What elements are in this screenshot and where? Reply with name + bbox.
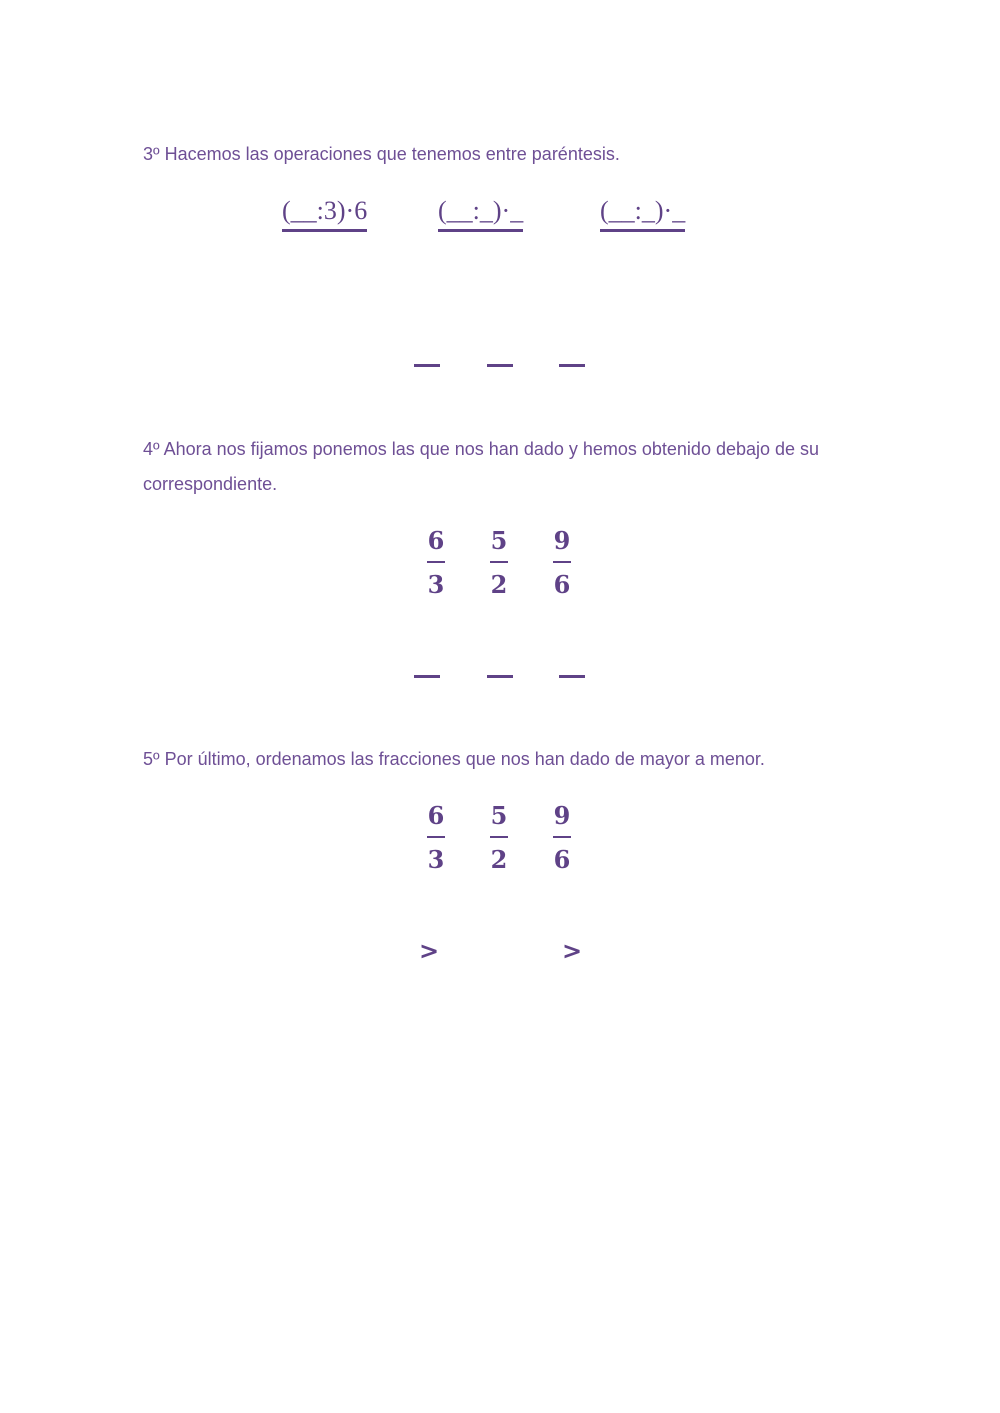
fraction-bar: [553, 836, 571, 838]
numerator: 5: [490, 526, 508, 555]
denominator: 2: [490, 845, 508, 874]
step3-instruction: 3º Hacemos las operaciones que tenemos entre paréntesis.: [143, 144, 620, 164]
result-blank-2[interactable]: [487, 364, 513, 367]
operation-1[interactable]: [282, 196, 367, 232]
numerator: 9: [553, 526, 571, 555]
fraction-bar: [490, 836, 508, 838]
operation-3-text: (__:_)·_: [600, 196, 686, 225]
fraction-bar: [553, 561, 571, 563]
operation-3-underline: [600, 229, 685, 232]
step4-instruction: 4º Ahora nos fijamos ponemos las que nos han dado y hemos obtenido debajo de su correspondiente.: [143, 439, 820, 494]
denominator: 3: [427, 845, 445, 874]
fraction-bar: [427, 561, 445, 563]
denominator: 6: [553, 570, 571, 599]
answer-blank-1[interactable]: [414, 675, 440, 678]
answer-blank-3[interactable]: [559, 675, 585, 678]
operation-1-underline: [282, 229, 367, 232]
step5-fraction-1[interactable]: [424, 802, 448, 874]
numerator: 5: [490, 801, 508, 830]
result-blank-3[interactable]: [559, 364, 585, 367]
denominator: 2: [490, 570, 508, 599]
step4-fraction-3: [550, 527, 574, 599]
step4-fraction-2: [487, 527, 511, 599]
operation-2-underline: [438, 229, 523, 232]
step5-fraction-3[interactable]: [550, 802, 574, 874]
answer-blank-2[interactable]: [487, 675, 513, 678]
numerator: 6: [427, 526, 445, 555]
denominator: 3: [427, 570, 445, 599]
numerator: 9: [553, 801, 571, 830]
fraction-bar: [427, 836, 445, 838]
fraction-bar: [490, 561, 508, 563]
result-blank-1[interactable]: [414, 364, 440, 367]
greater-than-symbol-2: >: [562, 937, 583, 965]
operation-1-text: (__:3)·6: [282, 196, 368, 225]
step5-fraction-2[interactable]: [487, 802, 511, 874]
numerator: 6: [427, 801, 445, 830]
operation-2[interactable]: [438, 196, 523, 232]
greater-than-symbol-1: >: [419, 937, 440, 965]
operation-2-text: (__:_)·_: [438, 196, 524, 225]
step5-instruction: 5º Por último, ordenamos las fracciones que nos han dado de mayor a menor.: [143, 749, 765, 769]
operation-3[interactable]: [600, 196, 685, 232]
step4-fraction-1: [424, 527, 448, 599]
denominator: 6: [553, 845, 571, 874]
